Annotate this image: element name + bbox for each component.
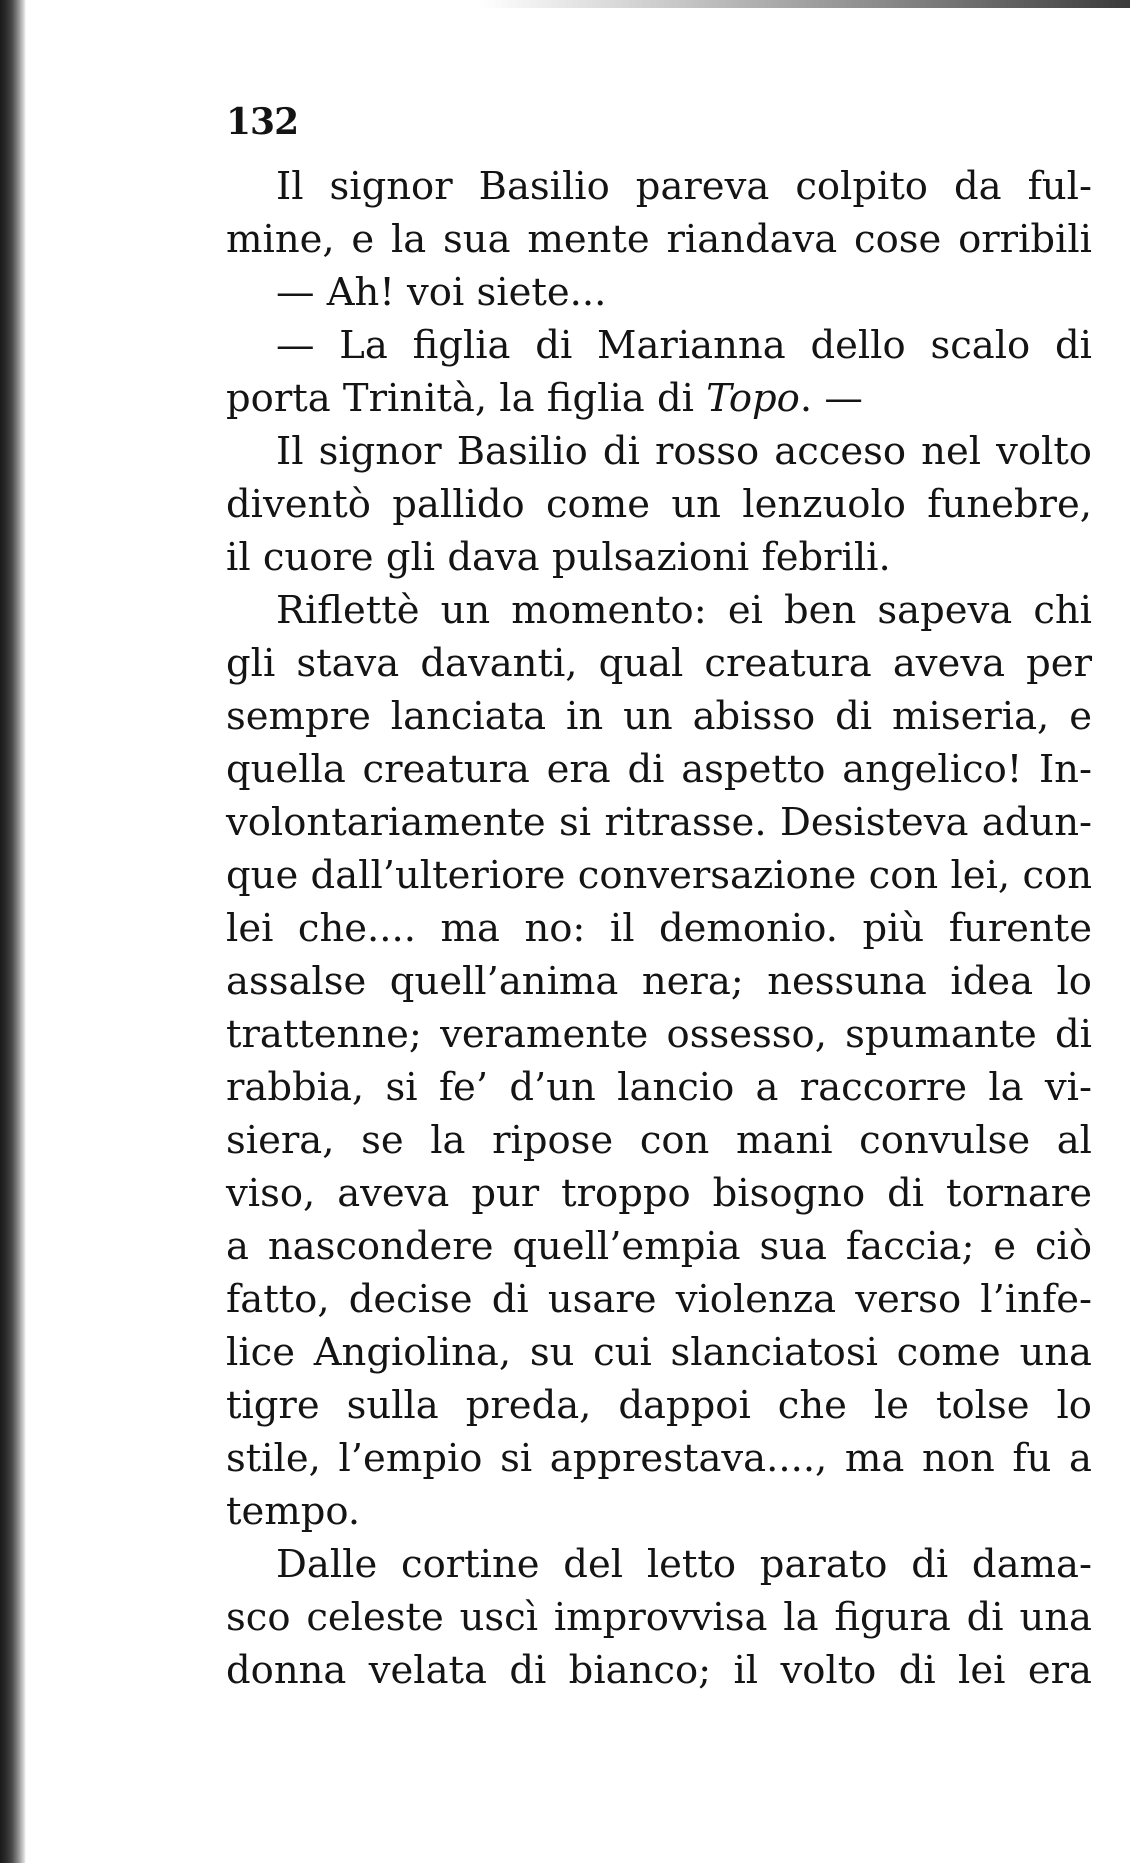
text-line	[226, 902, 1092, 955]
text-line-content: trattenne; veramente ossesso, spumante di	[226, 1012, 1092, 1057]
text-line	[226, 1008, 1092, 1061]
text-line	[226, 955, 1092, 1008]
text-line-content: quella creatura era di aspetto angelico! In-	[226, 747, 1092, 792]
text-line-content: rabbia, si fe’ d’un lancio a raccorre la vi-	[226, 1065, 1092, 1110]
text-line-content: — La figlia di Marianna dello scalo di	[276, 323, 1092, 368]
text-line	[226, 690, 1092, 743]
text-line-content: sco celeste uscì improvvisa la figura di una	[226, 1595, 1092, 1640]
text-line-content: que dall’ulteriore conversazione con lei, con	[226, 853, 1092, 898]
text-line-content: Dalle cortine del letto parato di dama-	[276, 1542, 1092, 1587]
text-line-content: il cuore gli dava pulsazioni febrili.	[226, 535, 891, 580]
text-line-content: tigre sulla preda, dappoi che le tolse lo	[226, 1383, 1092, 1428]
text-line	[226, 319, 1092, 372]
text-line	[226, 266, 1092, 319]
text-line-tail: . —	[799, 376, 863, 421]
text-line-content: diventò pallido come un lenzuolo funebre,	[226, 482, 1092, 527]
text-line	[226, 796, 1092, 849]
page-number: 132	[226, 101, 299, 143]
text-line-content: lei che.... ma no: il demonio. più furente	[226, 906, 1092, 951]
text-line-content: siera, se la ripose con mani convulse al	[226, 1118, 1092, 1163]
text-line	[226, 1114, 1092, 1167]
text-line	[226, 1644, 1092, 1697]
body-text	[226, 160, 1092, 1697]
page-binding-edge	[0, 0, 26, 1863]
text-line-content: — Ah! voi siete...	[276, 270, 607, 315]
text-line	[226, 160, 1092, 213]
text-line	[226, 1061, 1092, 1114]
text-line	[226, 1273, 1092, 1326]
text-line-content: donna velata di bianco; il volto di lei era	[226, 1648, 1092, 1693]
text-line-content: Il signor Basilio di rosso acceso nel volto	[276, 429, 1092, 474]
text-line	[226, 1538, 1092, 1591]
italic-word: Topo	[706, 376, 800, 421]
page-top-edge	[480, 0, 1130, 8]
text-line	[226, 1326, 1092, 1379]
text-line	[226, 531, 1092, 584]
text-line-content: gli stava davanti, qual creatura aveva per	[226, 641, 1092, 686]
text-line	[226, 584, 1092, 637]
text-line	[226, 743, 1092, 796]
text-line-content: sempre lanciata in un abisso di miseria, e	[226, 694, 1092, 739]
text-line	[226, 849, 1092, 902]
text-line-content: Riflettè un momento: ei ben sapeva chi	[276, 588, 1092, 633]
text-line	[226, 372, 1092, 425]
text-line	[226, 1485, 1092, 1538]
text-line	[226, 478, 1092, 531]
text-line	[226, 213, 1092, 266]
text-line	[226, 1167, 1092, 1220]
text-line-content: porta Trinità, la figlia di	[226, 376, 707, 421]
text-line	[226, 1432, 1092, 1485]
text-line	[226, 425, 1092, 478]
text-line	[226, 637, 1092, 690]
text-line-content: lice Angiolina, su cui slanciatosi come una	[226, 1330, 1092, 1375]
text-line-content: a nascondere quell’empia sua faccia; e ciò	[226, 1224, 1092, 1269]
text-line-content: fatto, decise di usare violenza verso l’infe-	[226, 1277, 1092, 1322]
text-line-content: Il signor Basilio pareva colpito da ful-	[276, 164, 1092, 209]
text-line-content: mine, e la sua mente riandava cose orribili	[226, 217, 1092, 262]
text-line	[226, 1379, 1092, 1432]
text-line-content: assalse quell’anima nera; nessuna idea lo	[226, 959, 1092, 1004]
text-line-content: viso, aveva pur troppo bisogno di tornare	[226, 1171, 1092, 1216]
text-line	[226, 1220, 1092, 1273]
text-line-content: stile, l’empio si apprestava...., ma non fu a	[226, 1436, 1092, 1481]
text-line	[226, 1591, 1092, 1644]
text-line-content: tempo.	[226, 1489, 361, 1534]
text-line-content: volontariamente si ritrasse. Desisteva adun-	[226, 800, 1092, 845]
